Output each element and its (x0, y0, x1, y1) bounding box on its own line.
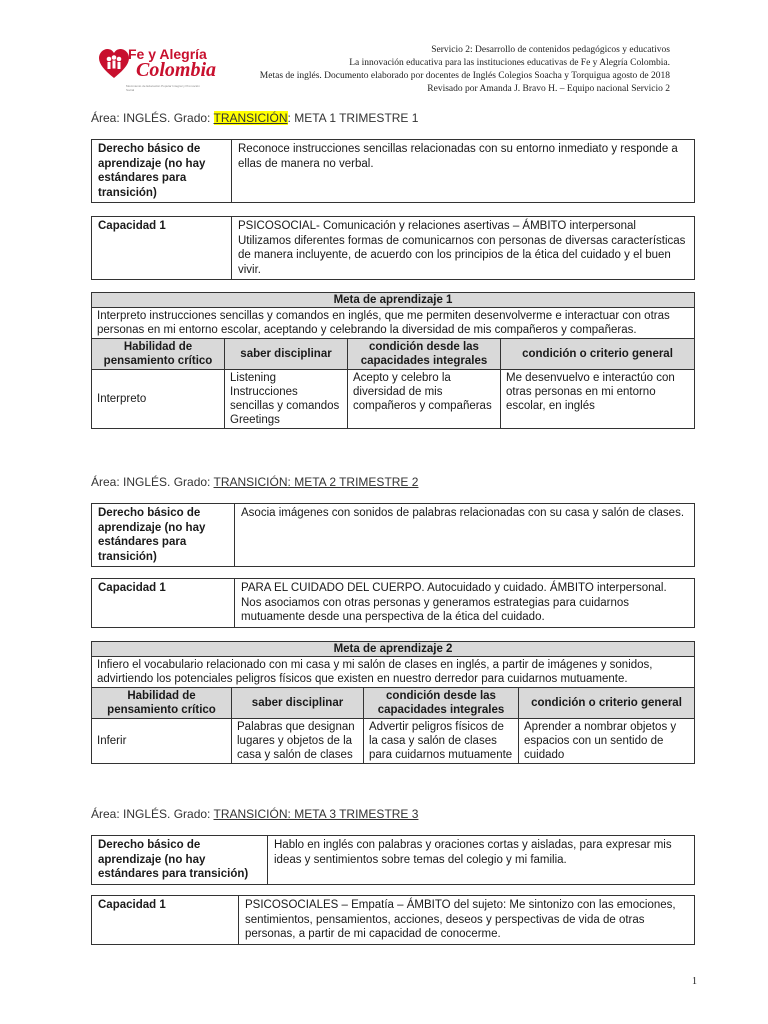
area-prefix: Área: INGLÉS. Grado: (91, 111, 214, 125)
dba-label: Derecho básico de aprendizaje (no hay estándares para transición) (92, 836, 268, 885)
meta-suffix: : META 2 TRIMESTRE 2 (287, 475, 419, 489)
logo (98, 46, 217, 106)
column-header: condición desde las capacidades integrales (364, 688, 519, 719)
table-cell: Listening Instrucciones sencillas y comandos Greetings (225, 370, 348, 429)
table-cell: Palabras que designan lugares y objetos de la casa y salón de clases (232, 719, 364, 764)
logo-subtitle: Colombia (136, 59, 217, 81)
table-cell: Interpreto (92, 370, 225, 429)
area-heading-2 (91, 475, 418, 489)
table-cell: Aprender a nombrar objetos y espacios con un sentido de cuidado (519, 719, 695, 764)
capacity-table-1 (91, 216, 695, 280)
column-header: saber disciplinar (225, 339, 348, 370)
table-row (92, 370, 695, 429)
table-cell: Inferir (92, 719, 232, 764)
table-cell: Acepto y celebro la diversidad de mis compañeros y compañeras (348, 370, 501, 429)
header-line-1: Servicio 2: Desarrollo de contenidos pedagógicos y educativos (431, 45, 670, 55)
dba-table-2 (91, 503, 695, 567)
logo-title: Fe y Alegría (128, 46, 207, 62)
grade-label: TRANSICIÓN (213, 807, 288, 821)
dba-label: Derecho básico de aprendizaje (no hay estándares para transición) (92, 504, 235, 567)
capacity-text: PARA EL CUIDADO DEL CUERPO. Autocuidado y cuidado. ÁMBITO interpersonal. Nos asociamos con otras personas y generamos estrategias para cuidarnos mutuamente desde una perspectiva de la ética del cuidado. (235, 579, 695, 628)
column-header: condición o criterio general (519, 688, 695, 719)
capacity-text: PSICOSOCIALES – Empatía – ÁMBITO del sujeto: Me sintonizo con las emociones, sentimientos, pensamientos, acciones, deseos y perspectivas de vida de otras personas, a partir de mi capacidad de conocerme. (239, 896, 695, 945)
table-row (92, 719, 695, 764)
meta-suffix: : META 1 TRIMESTRE 1 (287, 111, 419, 125)
learning-goal-table-1 (91, 292, 695, 429)
area-prefix: Área: INGLÉS. Grado: (91, 475, 214, 489)
capacity-table-3 (91, 895, 695, 945)
header-line-2: La innovación educativa para las instituciones educativas de Fe y Alegría Colombia. (349, 58, 670, 68)
meta-title: Meta de aprendizaje 1 (92, 293, 695, 308)
capacity-label: Capacidad 1 (92, 579, 235, 628)
dba-text: Hablo en inglés con palabras y oraciones cortas y aisladas, para expresar mis ideas y sentimientos sobre temas del colegio y mi familia. (268, 836, 695, 885)
dba-label: Derecho básico de aprendizaje (no hay estándares para transición) (92, 140, 232, 203)
column-header: condición desde las capacidades integrales (348, 339, 501, 370)
grade-label: TRANSICIÓN (213, 111, 288, 125)
header-line-3: Metas de inglés. Documento elaborado por docentes de Inglés Colegios Soacha y Torquigua agosto de 2018 (259, 71, 670, 81)
capacity-text: PSICOSOCIAL- Comunicación y relaciones asertivas – ÁMBITO interpersonal Utilizamos diferentes formas de comunicarnos con personas de diversas características de manera incluyente, de acuerdo con los principios de la ética del cuidado y el buen vivir. (232, 217, 695, 280)
column-header-row (92, 339, 695, 370)
area-heading-1 (91, 111, 418, 125)
column-header: condición o criterio general (501, 339, 695, 370)
logo-tagline: Movimiento de Educación Popular Integral y Promoción Social (126, 84, 200, 92)
document-header (260, 44, 670, 96)
column-header: saber disciplinar (232, 688, 364, 719)
meta-suffix: : META 3 TRIMESTRE 3 (287, 807, 419, 821)
table-cell: Advertir peligros físicos de la casa y salón de clases para cuidarnos mutuamente (364, 719, 519, 764)
meta-text: Interpreto instrucciones sencillas y comandos en inglés, que me permiten desenvolverme e interactuar con otras personas en mi entorno escolar, aceptando y celebrando la diversidad de mis compañeros y compañeras. (92, 308, 695, 339)
dba-text: Asocia imágenes con sonidos de palabras relacionadas con su casa y salón de clases. (235, 504, 695, 567)
capacity-label: Capacidad 1 (92, 217, 232, 280)
dba-table-1 (91, 139, 695, 203)
header-line-4: Revisado por Amanda J. Bravo H. – Equipo nacional Servicio 2 (427, 84, 670, 94)
capacity-label: Capacidad 1 (92, 896, 239, 945)
column-header: Habilidad de pensamiento crítico (92, 688, 232, 719)
page-number: 1 (692, 976, 697, 987)
area-prefix: Área: INGLÉS. Grado: (91, 807, 214, 821)
learning-goal-table-2 (91, 641, 695, 764)
dba-table-3 (91, 835, 695, 885)
capacity-table-2 (91, 578, 695, 628)
meta-text: Infiero el vocabulario relacionado con mi casa y mi salón de clases en inglés, a partir de imágenes y sonidos, advirtiendo los potenciales peligros físicos que existen en nuestro derredor para cuidarnos mutuamente. (92, 657, 695, 688)
meta-title: Meta de aprendizaje 2 (92, 642, 695, 657)
dba-text: Reconoce instrucciones sencillas relacionadas con su entorno inmediato y responde a ellas de manera no verbal. (232, 140, 695, 203)
table-cell: Me desenvuelvo e interactúo con otras personas en mi entorno escolar, en inglés (501, 370, 695, 429)
grade-label: TRANSICIÓN (213, 475, 288, 489)
column-header-row (92, 688, 695, 719)
heart-logo-icon (98, 48, 130, 80)
column-header: Habilidad de pensamiento crítico (92, 339, 225, 370)
area-heading-3 (91, 807, 418, 821)
